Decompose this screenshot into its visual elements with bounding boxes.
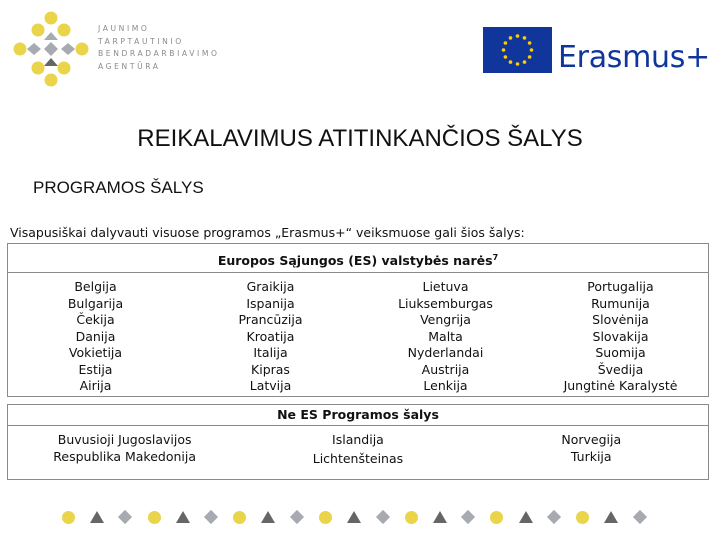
section-subtitle: PROGRAMOS ŠALYS [33,178,204,197]
agency-name [98,23,220,73]
triangle-icon [261,511,275,523]
page-title: REIKALAVIMUS ATITINKANČIOS ŠALYS [137,125,583,152]
footer-shape [454,509,483,525]
country-column [475,432,708,467]
footer-shape [397,509,426,525]
footer-shape [311,509,340,525]
diamond-icon [290,510,304,524]
footer-shape [540,509,569,525]
country-item: Turkija [570,448,612,464]
country-item: Vengrija [420,312,471,327]
footer-shape [483,509,512,525]
footer-shape [225,509,254,525]
footer-shape [368,509,397,525]
country-item: Lenkija [423,378,468,393]
country-item: Belgija [74,279,117,294]
footer-shape [568,509,597,525]
footer-shape [340,509,369,525]
diamond-icon [633,510,647,524]
country-column [533,279,708,395]
country-item: Čekija [76,312,115,327]
agency-logo [12,10,90,88]
footer-shape [426,509,455,525]
country-item: Lichtenšteinas [312,450,404,466]
dot-icon [62,511,75,524]
country-item: Airija [79,378,112,393]
country-item: Graikija [246,279,295,294]
non-eu-table-heading: Ne ES Programos šalys [8,405,708,426]
eu-flag-icon [483,27,552,73]
dot-icon [490,511,503,524]
country-item: Nyderlandai [407,345,484,360]
country-item: Švedija [597,361,644,377]
footer-shape [626,509,655,525]
diamond-icon [376,510,390,524]
country-item: Latvija [249,378,292,393]
country-item: Islandija [332,432,384,447]
eu-member-states-table [7,243,709,397]
country-item: Slovakija [592,328,649,344]
country-item: Suomija [595,345,646,360]
country-item: Malta [428,328,463,344]
country-item: Kroatija [246,328,295,344]
triangle-icon [519,511,533,523]
triangle-icon [176,511,190,523]
country-item: Ispanija [246,295,295,311]
dot-icon [148,511,161,524]
country-item: Respublika Makedonija [53,448,197,464]
country-item: Rumunija [591,295,650,311]
footer-shape [54,509,83,525]
footer-shape [168,509,197,525]
non-eu-country-columns [8,426,708,467]
country-item: Austrija [421,361,470,377]
triangle-icon [433,511,447,523]
diamond-icon [204,510,218,524]
country-item: Prancūzija [238,312,303,327]
dot-icon [576,511,589,524]
country-item: Vokietija [68,345,123,360]
country-item: Jungtinė Karalystė [563,378,678,393]
country-column [358,279,533,395]
non-eu-countries-table [7,404,709,480]
country-item: Kipras [251,361,290,377]
country-column [8,432,241,467]
intro-text: Visapusiškai dalyvauti visuose programos „Erasmus+“ veiksmuose gali šios šalys: [10,225,525,240]
eu-country-columns [8,273,708,395]
footer-shape [111,509,140,525]
footnote-marker: 7 [492,253,499,262]
country-item: Lietuva [422,279,469,294]
triangle-icon [90,511,104,523]
dot-icon [405,511,418,524]
dot-icon [233,511,246,524]
country-column [8,279,183,395]
country-item: Italija [253,345,288,360]
country-item: Danija [75,328,116,344]
agency-line: AGENTŪRA [98,61,161,71]
footer-shape [197,509,226,525]
diamond-icon [461,510,475,524]
footer-shape [83,509,112,525]
footer-pattern [54,509,654,525]
agency-line: TARPTAUTINIO [98,36,184,46]
footer-shape [597,509,626,525]
diamond-icon [547,510,561,524]
diamond-icon [118,510,132,524]
country-item: Slovėnija [592,312,649,327]
eu-table-heading [8,244,708,273]
footer-shape [254,509,283,525]
footer-shape [283,509,312,525]
eu-table-heading-text: Europos Sąjungos (ES) valstybės narės [217,253,493,269]
country-column [241,432,474,467]
country-item: Liuksemburgas [398,295,493,311]
country-item: Norvegija [561,432,622,447]
country-item: Estija [78,361,113,377]
triangle-icon [347,511,361,523]
agency-line: BENDRADARBIAVIMO [98,49,220,58]
triangle-icon [604,511,618,523]
country-item: Buvusioji Jugoslavijos [57,432,192,447]
country-item: Portugalija [587,279,654,294]
agency-line: JAUNIMO [98,24,150,33]
erasmus-logo-text: Erasmus+ [558,40,710,75]
footer-shape [511,509,540,525]
country-item: Bulgarija [67,295,124,311]
footer-shape [140,509,169,525]
country-column [183,279,358,395]
dot-icon [319,511,332,524]
